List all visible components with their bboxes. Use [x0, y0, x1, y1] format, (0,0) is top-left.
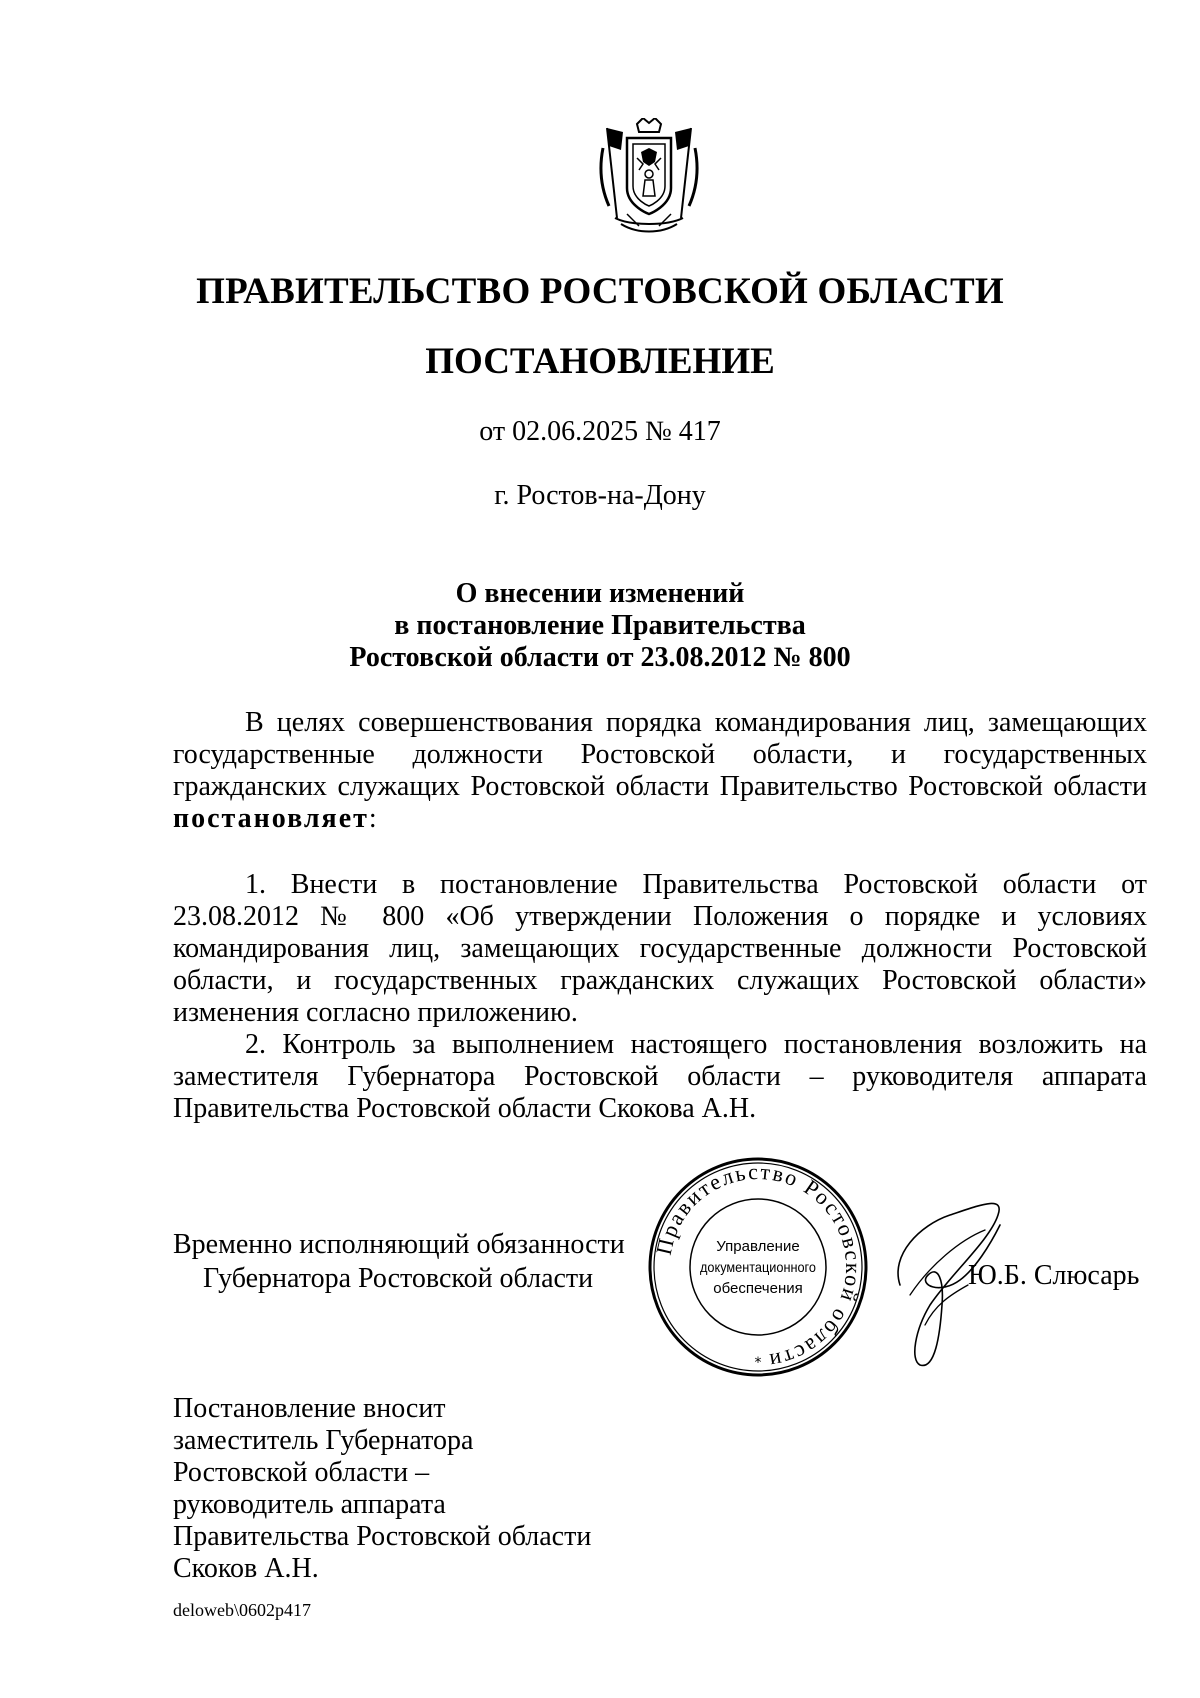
- resolution-item-2: 2. Контроль за выполнением настоящего постановления возложить на заместителя Губернатора Ростовской области – руководителя аппарата Правительства Ростовской области Скокова А.Н.: [173, 1029, 1147, 1124]
- official-stamp: [646, 1155, 870, 1379]
- stamp-star-icon: *: [754, 1355, 762, 1371]
- submitter-line-5: Правительства Ростовской области: [173, 1521, 592, 1552]
- stamp-center-line-3: обеспечения: [713, 1280, 803, 1297]
- preamble-paragraph: [173, 707, 1147, 835]
- signatory-position-line-1: Временно исполняющий обязанности: [173, 1229, 625, 1260]
- submitter-line-3: Ростовской области –: [173, 1457, 430, 1488]
- preamble-verb: постановляет: [173, 803, 369, 834]
- resolution-items: [173, 869, 1147, 1125]
- submitter-line-6: Скоков А.Н.: [173, 1553, 319, 1584]
- signatory-position-line-2: Губернатора Ростовской области: [203, 1263, 594, 1294]
- stamp-center-line-1: Управление: [716, 1238, 800, 1255]
- date-and-number: от 02.06.2025 № 417: [479, 416, 721, 447]
- subject-line-1: О внесении изменений: [455, 578, 745, 609]
- document-subject: [0, 578, 1200, 674]
- resolution-item-1: 1. Внести в постановление Правительства Ростовской области от 23.08.2012 № 800 «Об утверждении Положения о порядке и условиях командирования лиц, замещающих государственные должности Ростовской области, и государственных гражданских служащих Ростовской области» изменения согласно приложению.: [173, 869, 1147, 1028]
- signatory-name: Ю.Б. Слюсарь: [968, 1260, 1140, 1291]
- preamble-colon: :: [368, 803, 377, 834]
- submitter-line-1: Постановление вносит: [173, 1393, 446, 1424]
- coat-of-arms-emblem: [597, 118, 701, 236]
- submitter-line-2: заместитель Губернатора: [173, 1425, 474, 1456]
- subject-line-2: в постановление Правительства: [394, 610, 806, 641]
- stamp-center-line-2: документационного: [700, 1259, 817, 1275]
- stamp-ring-text: Правительство Ростовской области: [650, 1158, 867, 1375]
- signatory-position: [173, 1228, 625, 1296]
- city-line: г. Ростов-на-Дону: [494, 480, 706, 511]
- file-reference: deloweb\0602p417: [173, 1600, 311, 1620]
- subject-line-3: Ростовской области от 23.08.2012 № 800: [349, 642, 851, 673]
- document-type-heading: ПОСТАНОВЛЕНИЕ: [425, 341, 775, 382]
- organization-title: ПРАВИТЕЛЬСТВО РОСТОВСКОЙ ОБЛАСТИ: [196, 271, 1004, 312]
- submitter-block: [173, 1393, 591, 1585]
- preamble-text: В целях совершенствования порядка командирования лиц, замещающих государственные должности Ростовской области, и государственных гражданских служащих Ростовской области Правительство Ростовской области: [173, 707, 1147, 802]
- submitter-line-4: руководитель аппарата: [173, 1489, 446, 1520]
